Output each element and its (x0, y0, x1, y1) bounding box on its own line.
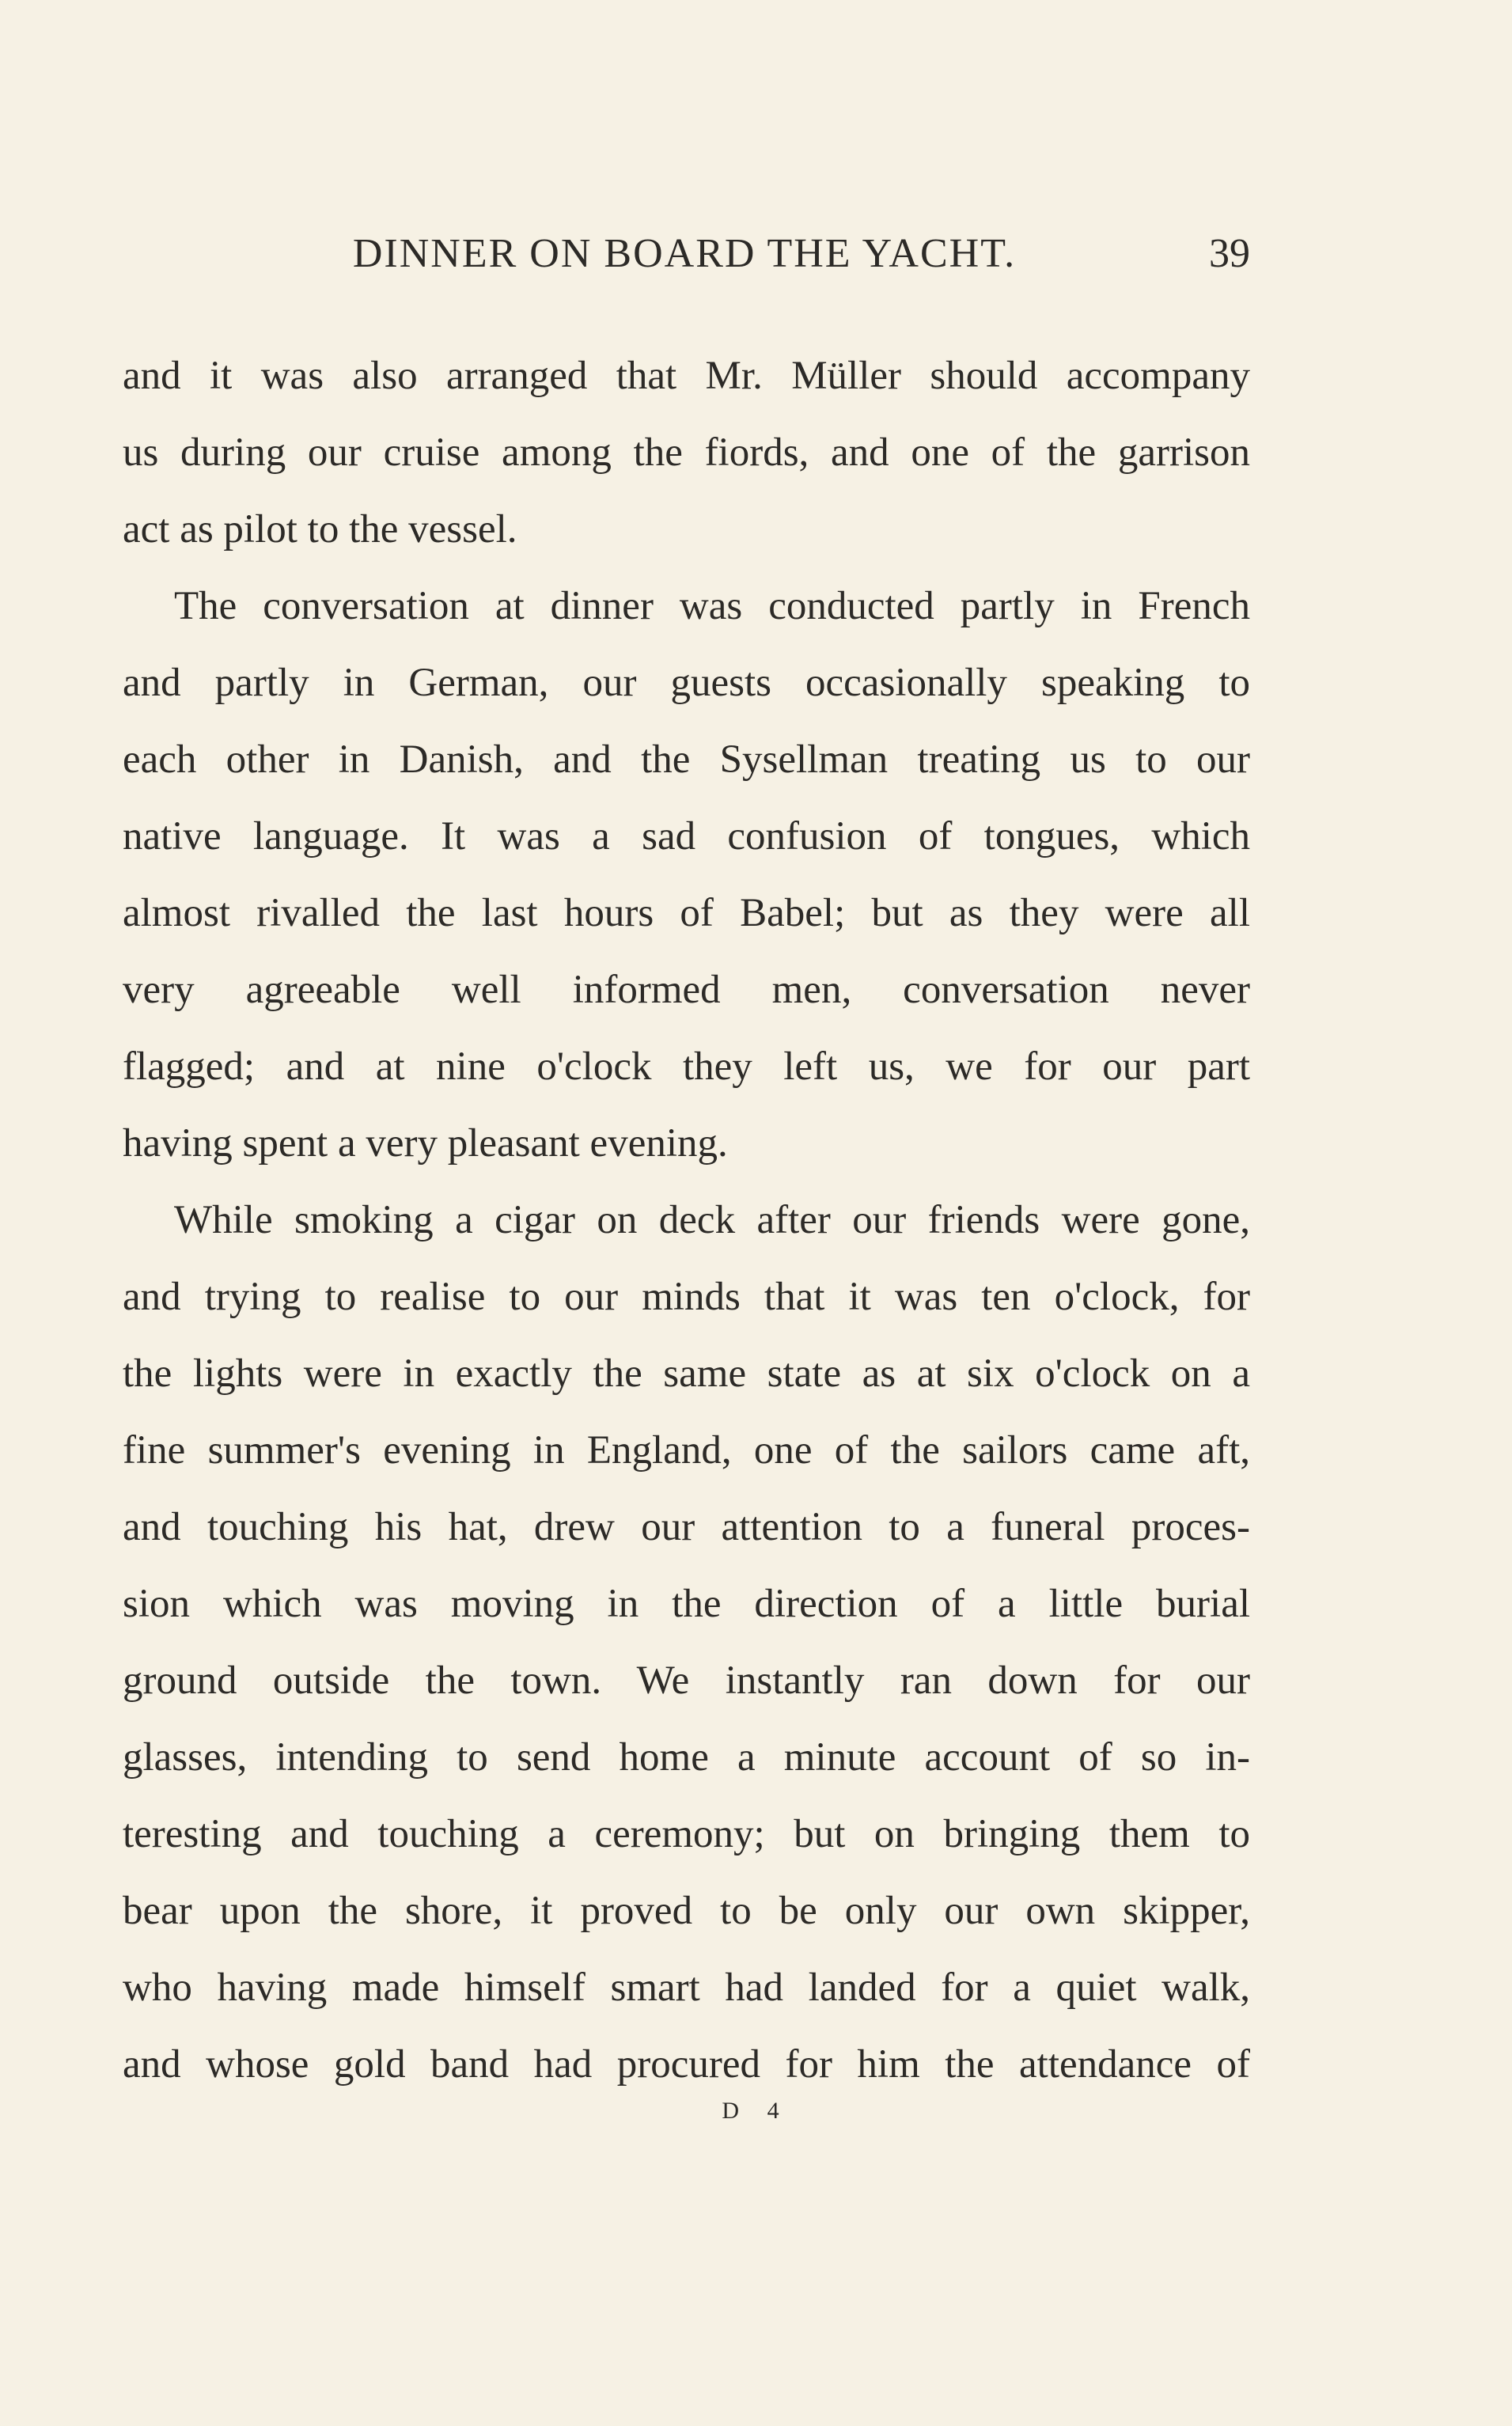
text-line: fine summer's evening in England, one of the sailors came aft, (123, 1428, 1250, 1473)
page-number: 39 (1209, 231, 1250, 276)
text-line: native language. It was a sad confusion of tongues, which (123, 814, 1250, 859)
text-line: and it was also arranged that Mr. Müller should accompany (123, 354, 1250, 398)
paragraph-start-line: While smoking a cigar on deck after our friends were gone, (174, 1198, 1250, 1242)
text-line: and trying to realise to our minds that it was ten o'clock, for (123, 1275, 1250, 1319)
text-line: flagged; and at nine o'clock they left us, we for our part (123, 1044, 1250, 1089)
text-line: and whose gold band had procured for him the attendance of (123, 2042, 1250, 2087)
text-line: bear upon the shore, it proved to be only our own skipper, (123, 1889, 1250, 1933)
running-head (119, 218, 1250, 290)
text-line: act as pilot to the vessel. (123, 507, 517, 552)
text-line: each other in Danish, and the Sysellman treating us to our (123, 737, 1250, 782)
paragraph-start-line: The conversation at dinner was conducted partly in French (174, 584, 1250, 628)
text-line: who having made himself smart had landed for a quiet walk, (123, 1965, 1250, 2010)
text-line: having spent a very pleasant evening. (123, 1121, 728, 1166)
text-line: glasses, intending to send home a minute account of so in- (123, 1735, 1250, 1780)
text-line: and touching his hat, drew our attention to a funeral proces- (123, 1505, 1250, 1549)
body-text (123, 338, 1250, 2103)
text-line: and partly in German, our guests occasionally speaking to (123, 661, 1250, 705)
text-line: almost rivalled the last hours of Babel; but as they were all (123, 891, 1250, 935)
running-title: DINNER ON BOARD THE YACHT. (352, 231, 1017, 276)
signature-mark: D 4 (722, 2098, 790, 2124)
text-line: us during our cruise among the fiords, and one of the garrison (123, 430, 1250, 475)
text-line: very agreeable well informed men, conversation never (123, 968, 1250, 1012)
text-line: the lights were in exactly the same state as at six o'clock on a (123, 1351, 1250, 1396)
text-line: ground outside the town. We instantly ran down for our (123, 1658, 1250, 1703)
text-line: teresting and touching a ceremony; but on bringing them to (123, 1812, 1250, 1856)
text-line: sion which was moving in the direction of a little burial (123, 1582, 1250, 1626)
